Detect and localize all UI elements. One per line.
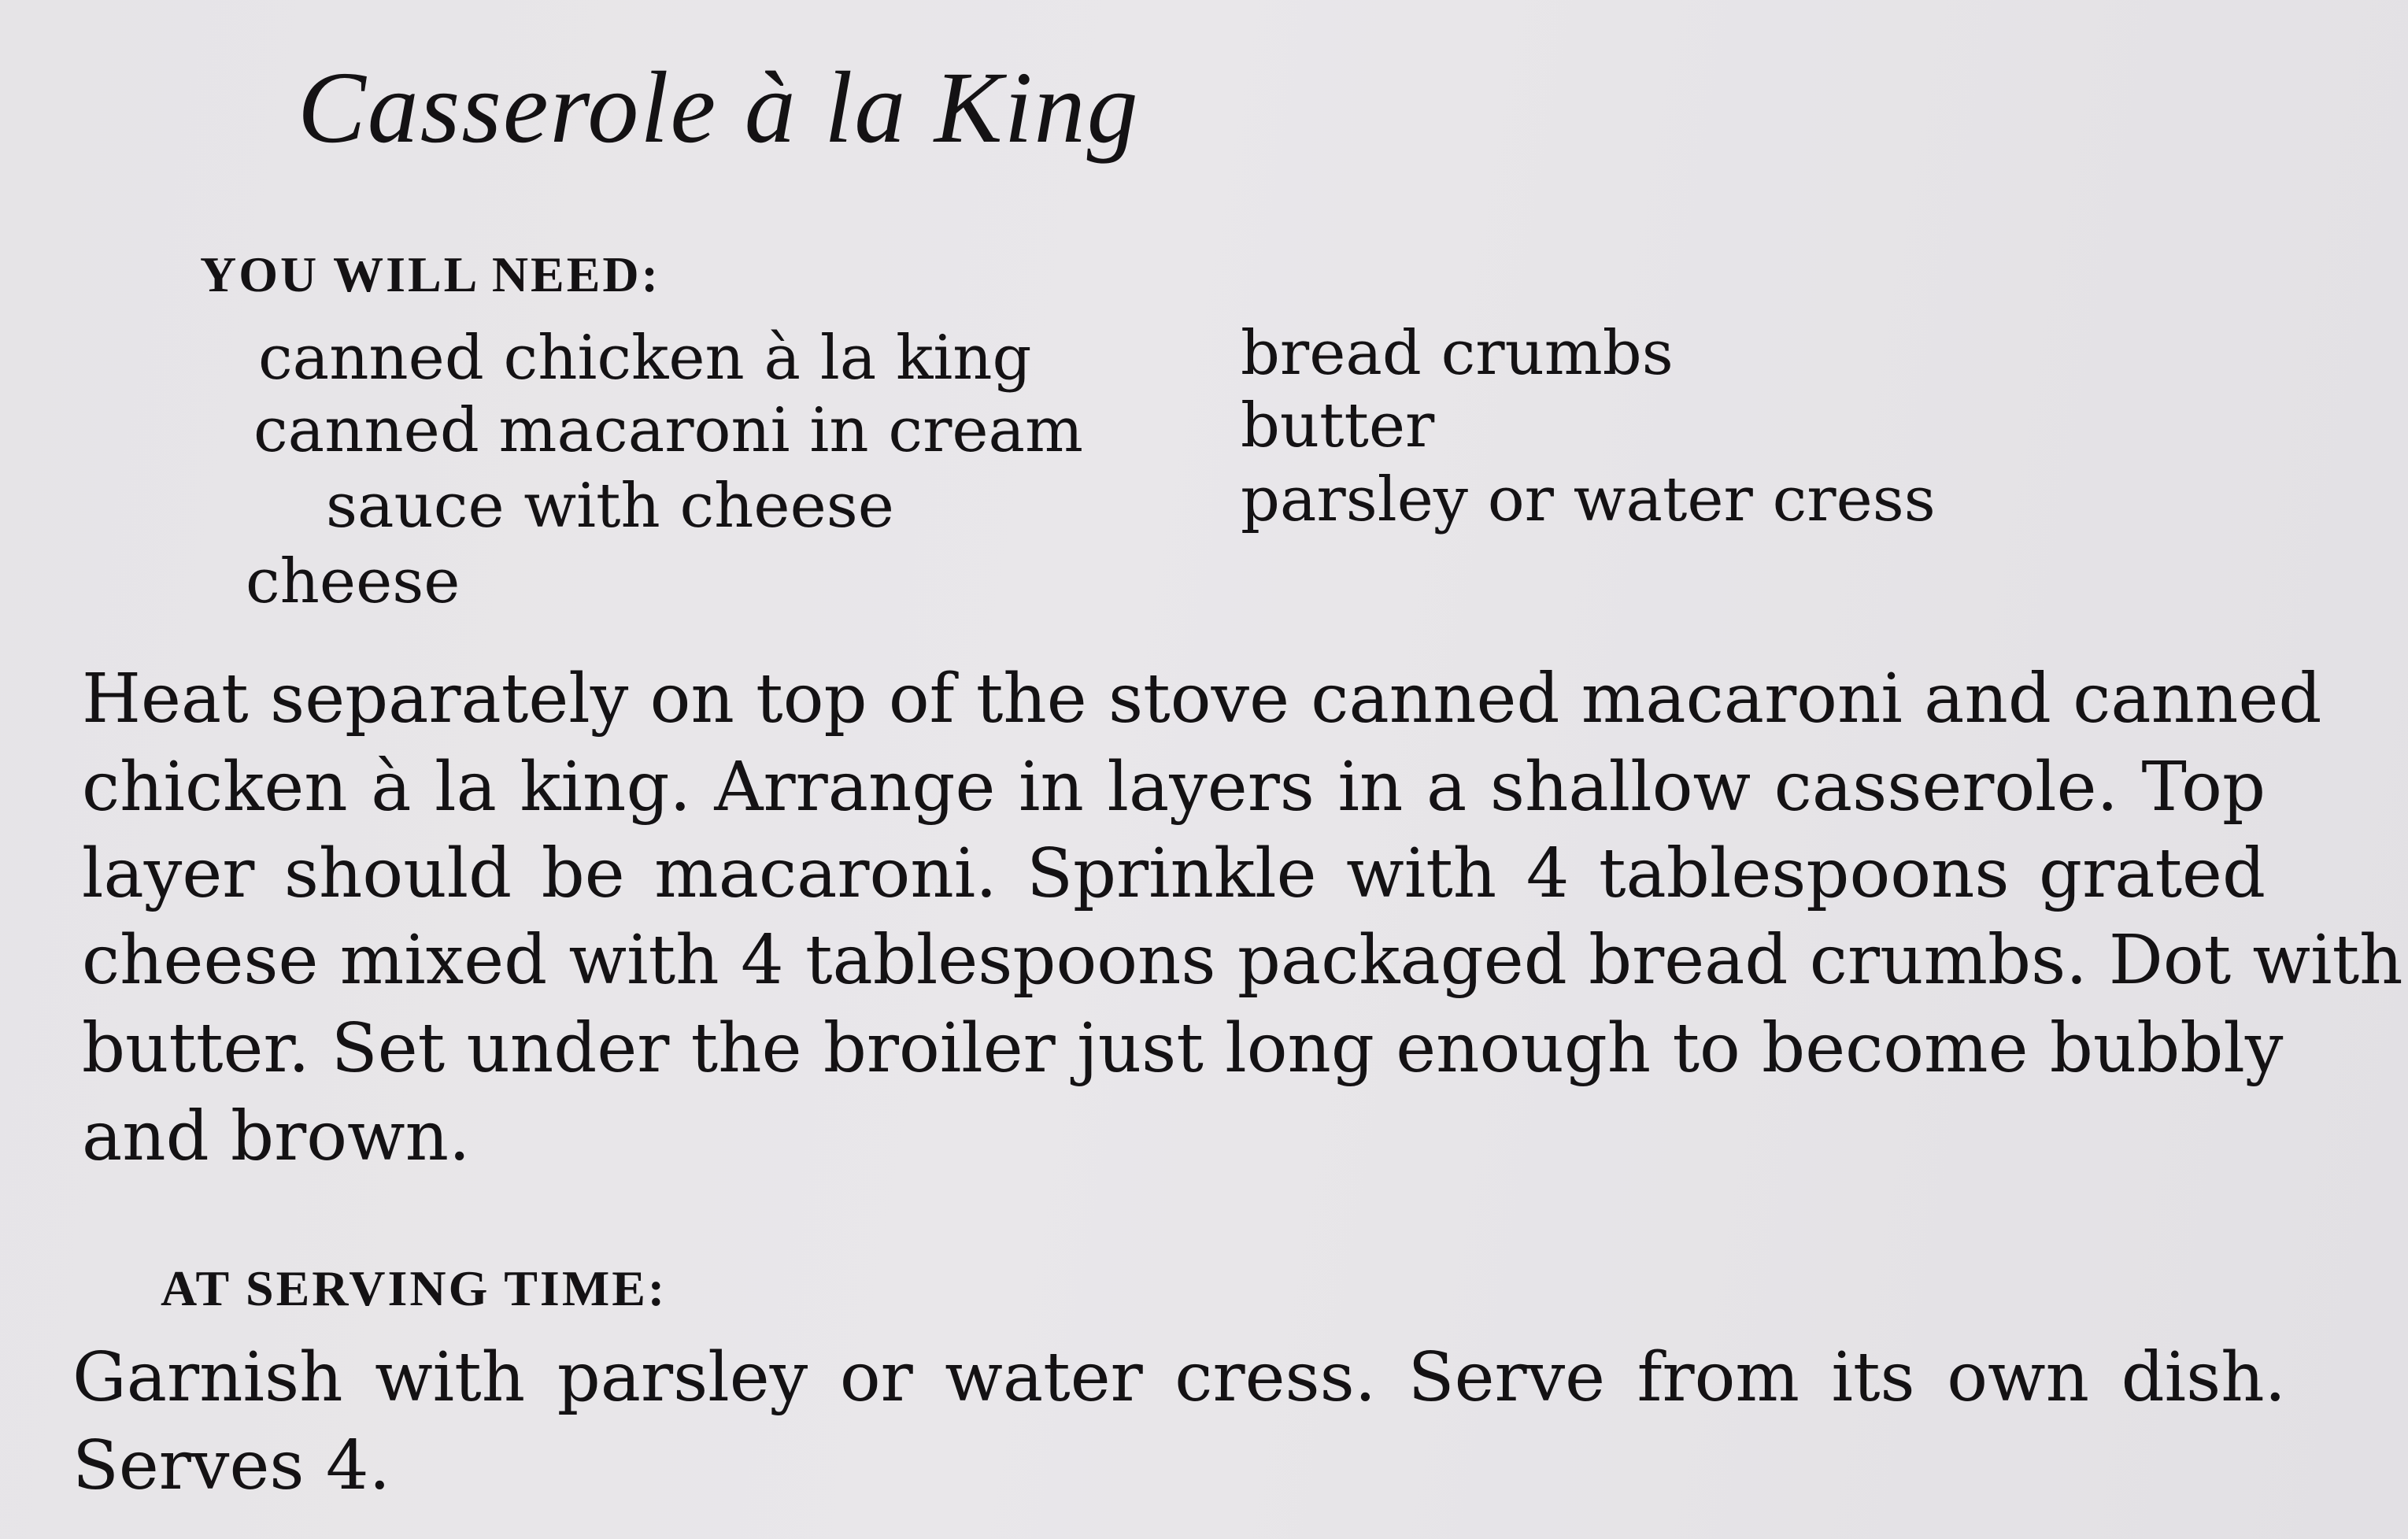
reverse-page-bleed [1401, 181, 2110, 268]
serving-line: Serves 4. [72, 1426, 390, 1505]
ingredient-item: parsley or water cress [1241, 464, 1936, 535]
ingredient-item: sauce with cheese [326, 471, 894, 542]
recipe-title: Casserole à la King [298, 51, 1140, 165]
directions-line: and brown. [82, 1097, 471, 1176]
directions-line: Heat separately on top of the stove canned macaroni and canned [82, 660, 2322, 738]
ingredient-item: canned macaroni in cream [253, 395, 1083, 466]
ingredient-item: butter [1241, 390, 1435, 461]
directions-line: chicken à la king. Arrange in layers in a shallow casserole. Top [82, 748, 2266, 827]
ingredient-item: canned chicken à la king [258, 323, 1032, 394]
you-will-need-heading: YOU WILL NEED: [200, 246, 660, 302]
at-serving-time-heading: AT SERVING TIME: [161, 1260, 668, 1316]
directions-line: layer should be macaroni. Sprinkle with 4 tablespoons grated [82, 834, 2266, 913]
directions-line: butter. Set under the broiler just long enough to become bubbly [82, 1009, 2284, 1088]
serving-line: Garnish with parsley or water cress. Serve from its own dish. [72, 1338, 2286, 1417]
ingredient-item: bread crumbs [1241, 318, 1674, 389]
ingredient-item: cheese [246, 546, 461, 617]
directions-line: cheese mixed with 4 tablespoons packaged bread crumbs. Dot with [82, 921, 2403, 1000]
